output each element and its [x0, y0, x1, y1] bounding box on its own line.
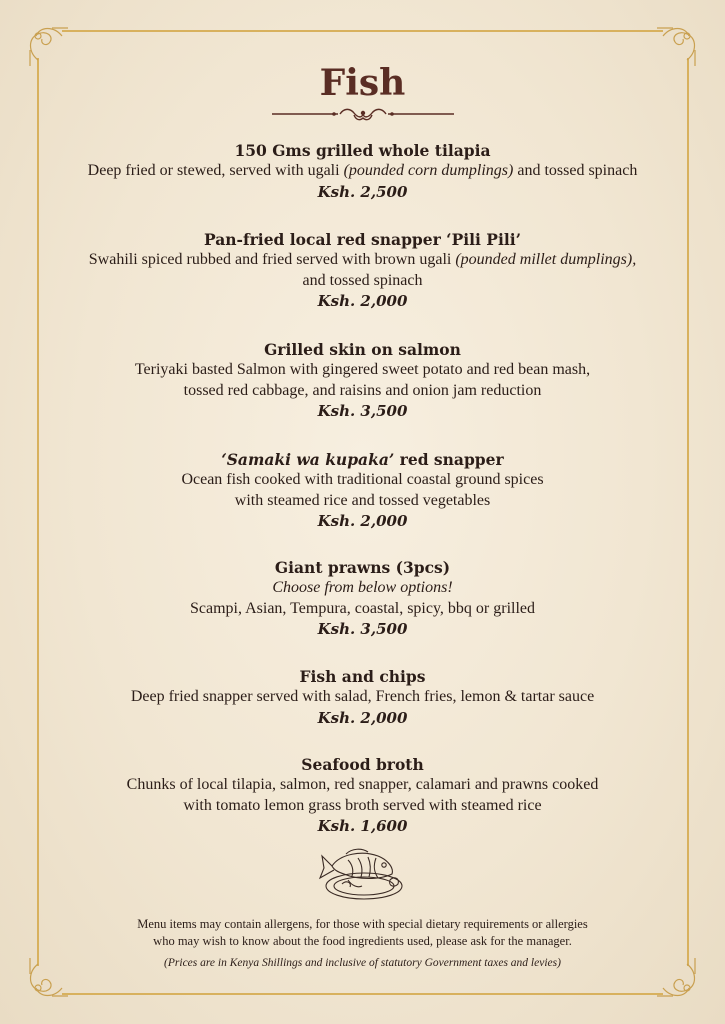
menu-item-name: Fish and chips — [299, 667, 426, 686]
menu-item — [60, 754, 665, 836]
menu-item-price: Ksh. 2,000 — [317, 292, 408, 310]
menu-item — [60, 557, 665, 639]
menu-item-price: Ksh. 1,600 — [317, 817, 408, 835]
menu-item-price: Ksh. 3,500 — [317, 402, 408, 420]
fish-on-plate-icon — [318, 840, 410, 906]
menu-item — [60, 339, 665, 421]
menu-item-price: Ksh. 3,500 — [317, 620, 408, 638]
frame-right-line — [687, 58, 689, 966]
menu-item-note: Choose from below options! — [272, 579, 453, 596]
menu-item-name: Pan-fried local red snapper ‘Pili Pili’ — [203, 230, 522, 249]
menu-item-name: Giant prawns (3pcs) — [274, 558, 451, 577]
menu-item-description: Ocean fish cooked with traditional coastal ground spices with steamed rice and tossed vegetables — [181, 471, 544, 509]
frame-left-line — [37, 58, 39, 966]
page-title: Fish — [319, 62, 406, 104]
ornamental-divider-icon — [270, 104, 456, 124]
menu-item-description: Swahili spiced rubbed and fried served with brown ugali (pounded millet dumplings), and tossed spinach — [88, 251, 637, 289]
menu-item-name: 150 Gms grilled whole tilapia — [234, 141, 491, 160]
menu-item-name: ‘Samaki wa kupaka’ red snapper — [221, 450, 504, 469]
menu-item — [60, 140, 665, 202]
frame-top-line — [62, 30, 663, 32]
allergen-notice: Menu items may contain allergens, for those with special dietary requirements or allergies who may wish to know about the food ingredients used, please ask for the manager. — [137, 917, 588, 948]
menu-item — [60, 449, 665, 531]
menu-item-description: Chunks of local tilapia, salmon, red snapper, calamari and prawns cooked with tomato lemon grass broth served with steamed rice — [126, 776, 599, 814]
menu-item-description: Deep fried or stewed, served with ugali (pounded corn dumplings) and tossed spinach — [87, 162, 638, 179]
frame-bottom-line — [62, 993, 663, 995]
menu-item-description: Teriyaki basted Salmon with gingered sweet potato and red bean mash, tossed red cabbage, and raisins and onion jam reduction — [134, 361, 591, 399]
menu-item — [60, 666, 665, 728]
menu-item — [60, 229, 665, 311]
menu-item-price: Ksh. 2,500 — [317, 182, 408, 201]
menu-item-description: Deep fried snapper served with salad, French fries, lemon & tartar sauce — [130, 688, 595, 705]
menu-item-name: Seafood broth — [301, 755, 424, 774]
menu-item-price: Ksh. 2,000 — [317, 708, 408, 727]
menu-item-price: Ksh. 2,000 — [317, 512, 408, 530]
menu-item-description: Scampi, Asian, Tempura, coastal, spicy, bbq or grilled — [189, 599, 536, 617]
menu-item-name: Grilled skin on salmon — [264, 340, 461, 359]
prices-note: (Prices are in Kenya Shillings and inclusive of statutory Government taxes and levies) — [164, 957, 561, 969]
